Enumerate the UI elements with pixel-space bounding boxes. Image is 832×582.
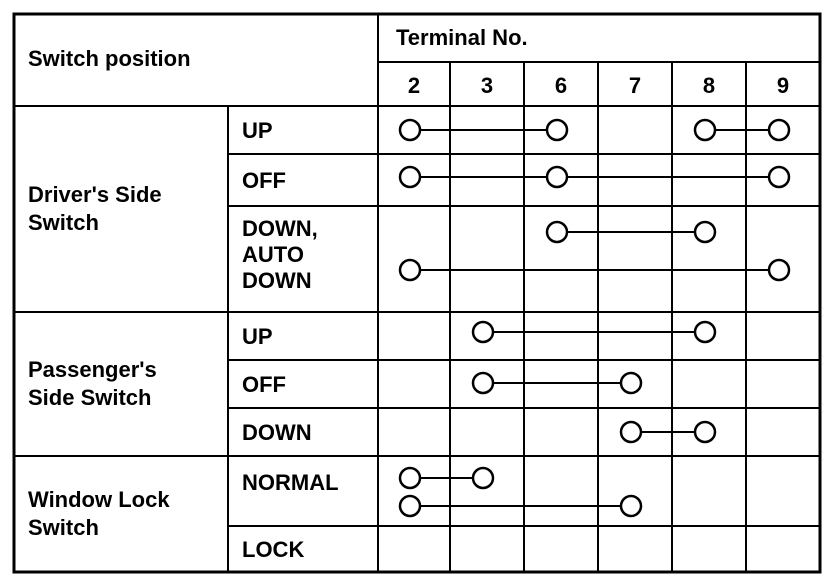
terminal-continuity-marker (695, 422, 715, 442)
terminal-continuity-marker (695, 322, 715, 342)
terminal-continuity-marker (695, 222, 715, 242)
switch-position-heading: Switch position (28, 46, 191, 71)
terminal-continuity-marker (400, 120, 420, 140)
group-name: Passenger's (28, 357, 157, 382)
position-label: OFF (242, 168, 286, 193)
terminal-continuity-marker (400, 260, 420, 280)
terminal-number: 9 (776, 73, 790, 98)
position-label: DOWN, (242, 216, 318, 241)
group-name: Switch (28, 210, 99, 235)
terminal-continuity-marker (621, 496, 641, 516)
position-label: AUTO (242, 242, 304, 267)
terminal-continuity-marker (769, 167, 789, 187)
terminal-number: 8 (702, 73, 716, 98)
terminal-continuity-marker (400, 468, 420, 488)
terminal-continuity-marker (473, 322, 493, 342)
position-label: NORMAL (242, 470, 339, 495)
position-label: DOWN (242, 420, 312, 445)
position-label: DOWN (242, 268, 312, 293)
terminal-number: 2 (407, 73, 421, 98)
position-label: LOCK (242, 537, 305, 562)
group-name: Side Switch (28, 385, 152, 410)
terminal-continuity-marker (769, 260, 789, 280)
position-label: OFF (242, 372, 286, 397)
position-label: UP (242, 118, 273, 143)
terminal-number: 7 (628, 73, 642, 98)
group-name: Switch (28, 515, 99, 540)
terminal-continuity-marker (621, 422, 641, 442)
terminal-continuity-marker (695, 120, 715, 140)
terminal-continuity-marker (621, 373, 641, 393)
terminal-continuity-marker (473, 373, 493, 393)
terminal-no-heading: Terminal No. (396, 25, 528, 50)
group-name: Driver's Side (28, 182, 162, 207)
terminal-number: 6 (554, 73, 568, 98)
terminal-continuity-marker (547, 222, 567, 242)
group-name: Window Lock (28, 487, 170, 512)
terminal-continuity-marker (547, 167, 567, 187)
terminal-continuity-marker (400, 167, 420, 187)
terminal-continuity-marker (547, 120, 567, 140)
terminal-number: 3 (480, 73, 494, 98)
terminal-continuity-marker (769, 120, 789, 140)
terminal-continuity-marker (473, 468, 493, 488)
terminal-continuity-marker (400, 496, 420, 516)
position-label: UP (242, 324, 273, 349)
